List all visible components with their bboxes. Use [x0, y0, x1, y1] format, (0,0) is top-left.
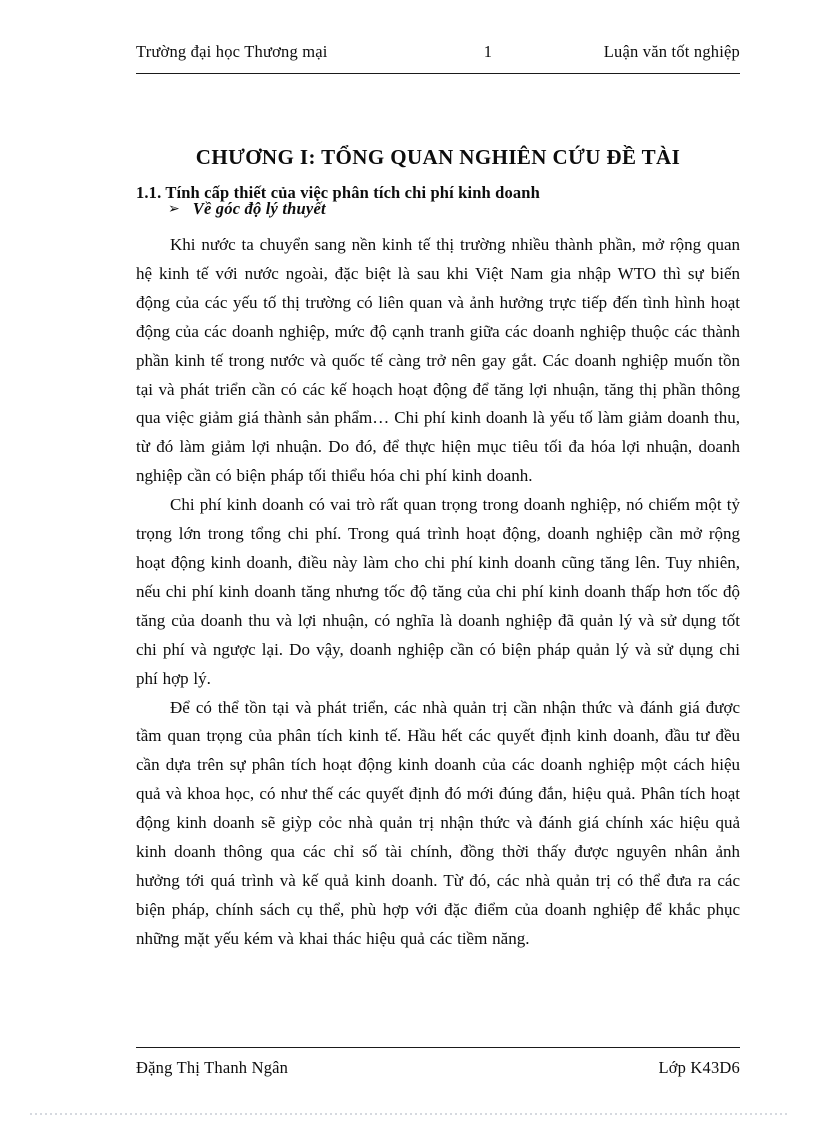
footer-divider-rule — [136, 1047, 740, 1048]
body-text-block — [136, 231, 740, 954]
header-institution: Trường đại học Thương mại — [136, 42, 328, 61]
section-heading: 1.1. Tính cấp thiết của việc phân tích chi phí kinh doanh — [136, 182, 540, 202]
paragraph: Để có thể tồn tại và phát triển, các nhà quản trị cần nhận thức và đánh giá được tầm quan trọng của phân tích kinh tế. Hầu hết các quyết định kinh doanh, đầu tư đều cần dựa trên sự phân tích hoạt động kinh doanh của các doanh nghiệp một cách hiệu quả và khoa học, có như thế các quyết định đó mới đúng đắn, hiệu quả. Phân tích hoạt động kinh doanh sẽ giỳp cỏc nhà quản trị nhận thức và đánh giá chính xác hiệu quả kinh doanh thông qua các chỉ số tài chính, đồng thời thấy được nguyên nhân ảnh hưởng tới quá trình và kế quả kinh doanh. Từ đó, các nhà quản trị có thể đưa ra các biện pháp, chính sách cụ thể, phù hợp với đặc điểm của doanh nghiệp để khắc phục những mặt yếu kém và khai thác hiệu quả các tiềm năng. — [136, 697, 740, 948]
bullet-item — [168, 199, 728, 219]
header-divider-rule — [136, 73, 740, 74]
running-footer — [136, 1058, 740, 1084]
header-document-type: Luận văn tốt nghiệp — [603, 42, 740, 61]
paragraph: Chi phí kinh doanh có vai trò rất quan trọng trong doanh nghiệp, nó chiếm một tỷ trọng lớn trong tổng chi phí. Trong quá trình hoạt động, doanh nghiệp cần mở rộng hoạt động kinh doanh, điều này làm cho chi phí kinh doanh cũng tăng lên. Tuy nhiên, nếu chi phí kinh doanh tăng nhưng tốc độ tăng của chi phí kinh doanh thấp hơn tốc độ tăng của doanh thu và lợi nhuận, có nghĩa là doanh nghiệp đã quản lý và sử dụng tốt chi phí và ngược lại. Do vậy, doanh nghiệp cần có biện pháp quản lý và sử dụng chi phí hợp lý. — [136, 495, 740, 688]
arrow-bullet-icon: ➢ — [168, 201, 180, 217]
scan-artifact-line — [30, 1113, 790, 1115]
header-page-number: 1 — [483, 42, 493, 61]
footer-class-code: Lớp K43D6 — [658, 1058, 740, 1077]
footer-author-name: Đặng Thị Thanh Ngân — [136, 1058, 289, 1077]
bullet-item-label: Về góc độ lý thuyết — [192, 199, 326, 218]
paragraph: Khi nước ta chuyển sang nền kinh tế thị trường nhiều thành phần, mở rộng quan hệ kinh tế với nước ngoài, đặc biệt là sau khi Việt Nam gia nhập WTO thì sự biến động của các yếu tố thị trường có liên quan và ảnh hưởng trực tiếp đến tình hình hoạt động của các doanh nghiệp, mức độ cạnh tranh giữa các doanh nghiệp thuộc các thành phần kinh tế trong nước và quốc tế càng trở nên gay gắt. Các doanh nghiệp muốn tồn tại và phát triển cần có các kế hoạch hoạt động để tăng lợi nhuận, tăng thị phần thông qua việc giảm giá thành sản phẩm… Chi phí kinh doanh là yếu tố làm giảm doanh thu, từ đó làm giảm lợi nhuận. Do đó, để thực hiện mục tiêu tối đa hóa lợi nhuận, doanh nghiệp cần có biện pháp tối thiểu hóa chi phí kinh doanh. — [136, 235, 740, 486]
chapter-title: CHƯƠNG I: TỔNG QUAN NGHIÊN CỨU ĐỀ TÀI — [195, 145, 681, 170]
running-header — [136, 42, 740, 68]
